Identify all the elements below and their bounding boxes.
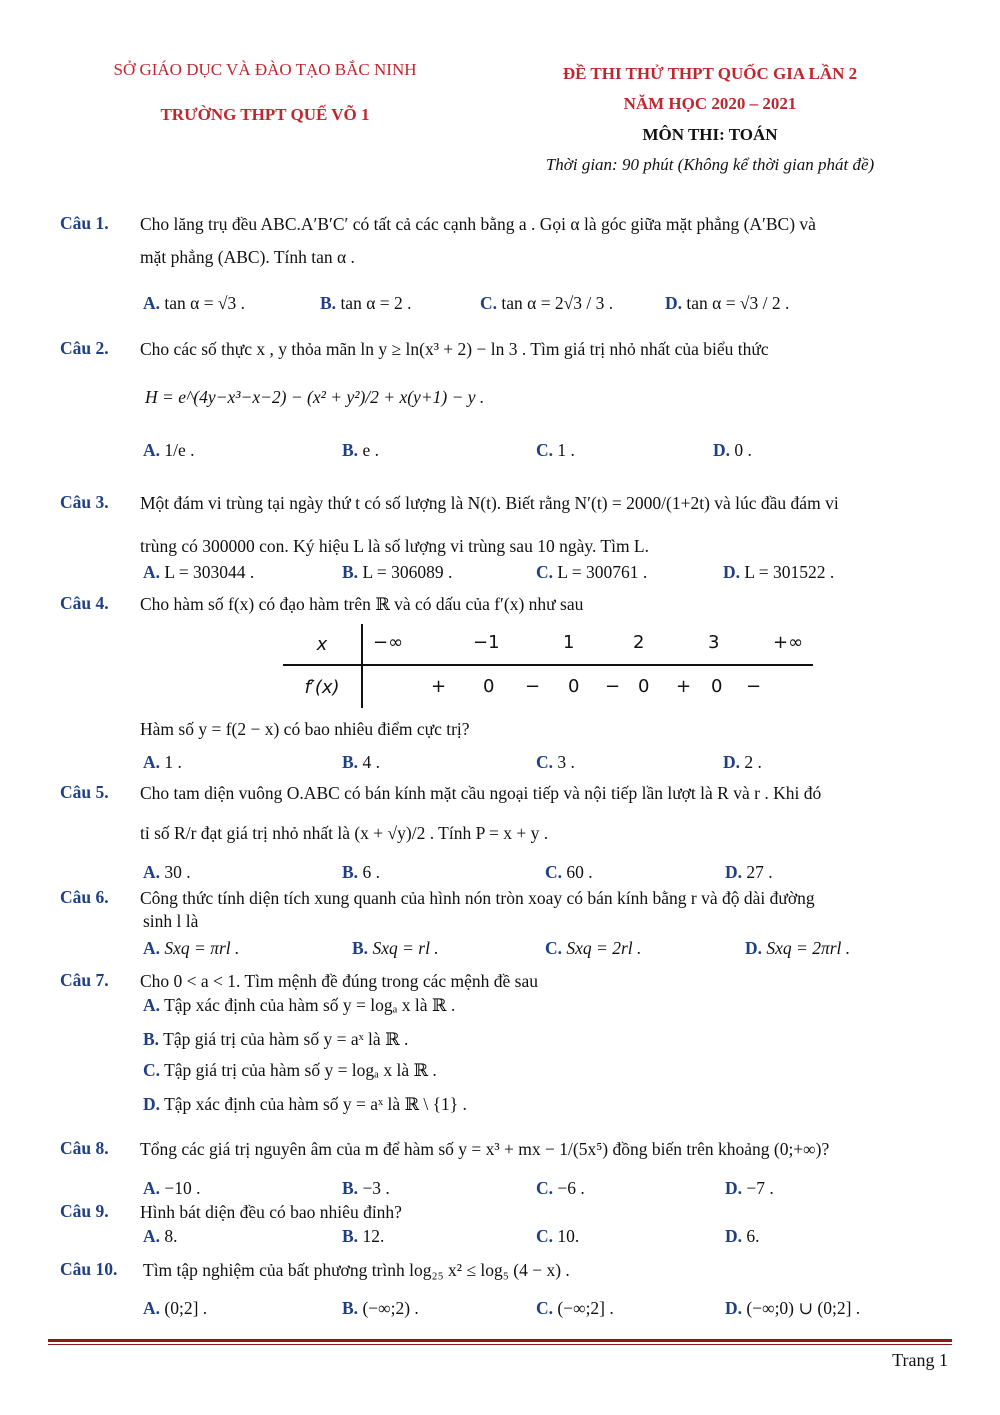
sign-value: + bbox=[676, 676, 692, 697]
sign-value: 0 bbox=[711, 676, 723, 697]
sign-value: − bbox=[605, 676, 621, 697]
option-d[interactable]: D. Tập xác định của hàm số y = aˣ là ℝ \ {1} . bbox=[143, 1094, 467, 1114]
question-3-line1: Một đám vi trùng tại ngày thứ t có số lượng là N(t). Biết rằng N′(t) = 2000/(1+2t) và lúc đầu đám vi bbox=[140, 493, 839, 513]
question-4-line2: Hàm số y = f(2 − x) có bao nhiêu điểm cực trị? bbox=[140, 719, 470, 739]
option-c[interactable]: C. −6 . bbox=[536, 1178, 585, 1198]
option-c[interactable]: C. L = 300761 . bbox=[536, 562, 648, 582]
option-d[interactable]: D. Sxq = 2πrl . bbox=[745, 938, 851, 958]
sign-table bbox=[283, 624, 813, 708]
question-number: Câu 9. bbox=[60, 1201, 109, 1221]
question-8-line1: Tổng các giá trị nguyên âm của m để hàm số y = x³ + mx − 1/(5x⁵) đồng biến trên khoảng (0;+∞)? bbox=[140, 1139, 830, 1159]
question-7-line1: Cho 0 < a < 1. Tìm mệnh đề đúng trong các mệnh đề sau bbox=[140, 971, 539, 991]
question-number: Câu 3. bbox=[60, 492, 109, 512]
x-value: +∞ bbox=[773, 632, 804, 653]
sign-value: − bbox=[746, 676, 762, 697]
option-a[interactable]: A. 1 . bbox=[143, 752, 182, 772]
option-d[interactable]: D. 6. bbox=[725, 1226, 760, 1246]
question-1-line1: Cho lăng trụ đều ABC.A′B′C′ có tất cả các cạnh bằng a . Gọi α là góc giữa mặt phẳng (A′BC) và bbox=[140, 214, 816, 234]
question-6-line2: sinh l là bbox=[143, 911, 199, 931]
option-a[interactable]: A. 30 . bbox=[143, 862, 191, 882]
question-number: Câu 5. bbox=[60, 782, 109, 802]
x-value: 2 bbox=[633, 632, 645, 653]
option-c[interactable]: C. Sxq = 2rl . bbox=[545, 938, 642, 958]
question-number: Câu 7. bbox=[60, 970, 109, 990]
dept-name: SỞ GIÁO DỤC VÀ ĐÀO TẠO BẮC NINH bbox=[113, 60, 417, 79]
option-a[interactable]: A. Tập xác định của hàm số y = logₐ x là ℝ . bbox=[143, 995, 456, 1015]
subject: MÔN THI: TOÁN bbox=[642, 125, 778, 144]
question-2-line2: H = e^(4y−x³−x−2) − (x² + y²)/2 + x(y+1) − y . bbox=[145, 387, 485, 407]
sign-value: − bbox=[525, 676, 541, 697]
footer-divider bbox=[48, 1339, 952, 1342]
time-limit: Thời gian: 90 phút (Không kể thời gian phát đề) bbox=[545, 155, 875, 174]
x-value: 1 bbox=[563, 632, 575, 653]
sign-value: 0 bbox=[483, 676, 495, 697]
footer-divider-thin bbox=[48, 1344, 952, 1345]
option-b[interactable]: B. 4 . bbox=[342, 752, 380, 772]
sign-table-fprime-row bbox=[362, 665, 813, 708]
sign-value: 0 bbox=[568, 676, 580, 697]
option-c[interactable]: C. 1 . bbox=[536, 440, 575, 460]
question-3-line2: trùng có 300000 con. Ký hiệu L là số lượng vi trùng sau 10 ngày. Tìm L. bbox=[140, 536, 649, 556]
school-year: NĂM HỌC 2020 – 2021 bbox=[623, 94, 797, 113]
option-a[interactable]: A. L = 303044 . bbox=[143, 562, 255, 582]
question-number: Câu 1. bbox=[60, 213, 109, 233]
sign-value: + bbox=[431, 676, 447, 697]
option-b[interactable]: B. Tập giá trị của hàm số y = aˣ là ℝ . bbox=[143, 1029, 409, 1049]
option-c[interactable]: C. 10. bbox=[536, 1226, 580, 1246]
x-value: −1 bbox=[473, 632, 500, 653]
option-b[interactable]: B. L = 306089 . bbox=[342, 562, 453, 582]
option-b[interactable]: B. Sxq = rl . bbox=[352, 938, 439, 958]
option-b[interactable]: B. e . bbox=[342, 440, 379, 460]
option-d[interactable]: D. 27 . bbox=[725, 862, 773, 882]
question-number: Câu 6. bbox=[60, 887, 109, 907]
option-a[interactable]: A. 1/e . bbox=[143, 440, 195, 460]
option-b[interactable]: B. 6 . bbox=[342, 862, 380, 882]
question-2-line1: Cho các số thực x , y thỏa mãn ln y ≥ ln(x³ + 2) − ln 3 . Tìm giá trị nhỏ nhất của biểu thức bbox=[140, 339, 769, 359]
option-c[interactable]: C. tan α = 2√3 / 3 . bbox=[480, 293, 614, 313]
question-6-line1: Công thức tính diện tích xung quanh của hình nón tròn xoay có bán kính bằng r và độ dài đường bbox=[140, 888, 815, 908]
question-number: Câu 8. bbox=[60, 1138, 109, 1158]
question-9-line1: Hình bát diện đều có bao nhiêu đỉnh? bbox=[140, 1202, 402, 1222]
option-d[interactable]: D. 0 . bbox=[713, 440, 752, 460]
option-c[interactable]: C. 60 . bbox=[545, 862, 593, 882]
x-value: 3 bbox=[708, 632, 720, 653]
school-name: TRƯỜNG THPT QUẾ VÕ 1 bbox=[160, 105, 370, 124]
sign-table-x-row bbox=[362, 624, 813, 665]
question-4-line1: Cho hàm số f(x) có đạo hàm trên ℝ và có dấu của f′(x) như sau bbox=[140, 594, 584, 614]
option-a[interactable]: A. (0;2] . bbox=[143, 1298, 208, 1318]
option-d[interactable]: D. −7 . bbox=[725, 1178, 774, 1198]
option-d[interactable]: D. (−∞;0) ∪ (0;2] . bbox=[725, 1298, 861, 1318]
question-number: Câu 4. bbox=[60, 593, 109, 613]
exam-title: ĐỀ THI THỬ THPT QUỐC GIA LẦN 2 bbox=[562, 64, 858, 83]
sign-table-fprime-label: f′(x) bbox=[283, 665, 362, 708]
sign-value: 0 bbox=[638, 676, 650, 697]
question-5-line2: tỉ số R/r đạt giá trị nhỏ nhất là (x + √y)/2 . Tính P = x + y . bbox=[140, 823, 549, 843]
option-c[interactable]: C. Tập giá trị của hàm số y = logₐ x là ℝ . bbox=[143, 1060, 437, 1080]
option-d[interactable]: D. 2 . bbox=[723, 752, 762, 772]
option-b[interactable]: B. (−∞;2) . bbox=[342, 1298, 419, 1318]
question-number: Câu 2. bbox=[60, 338, 109, 358]
option-a[interactable]: A. −10 . bbox=[143, 1178, 201, 1198]
sign-table-x-label: x bbox=[283, 624, 362, 665]
question-5-line1: Cho tam diện vuông O.ABC có bán kính mặt cầu ngoại tiếp và nội tiếp lần lượt là R và r . Khi đó bbox=[140, 783, 822, 803]
question-number: Câu 10. bbox=[60, 1259, 118, 1279]
page-number: Trang 1 bbox=[892, 1350, 948, 1370]
option-d[interactable]: D. tan α = √3 / 2 . bbox=[665, 293, 790, 313]
option-b[interactable]: B. −3 . bbox=[342, 1178, 390, 1198]
option-c[interactable]: C. (−∞;2] . bbox=[536, 1298, 614, 1318]
option-b[interactable]: B. tan α = 2 . bbox=[320, 293, 412, 313]
option-a[interactable]: A. 8. bbox=[143, 1226, 178, 1246]
x-value: −∞ bbox=[373, 632, 404, 653]
option-a[interactable]: A. tan α = √3 . bbox=[143, 293, 246, 313]
question-10-line1: Tìm tập nghiệm của bất phương trình log₂₅ x² ≤ log₅ (4 − x) . bbox=[143, 1260, 570, 1280]
option-b[interactable]: B. 12. bbox=[342, 1226, 385, 1246]
question-1-line2: mặt phẳng (ABC). Tính tan α . bbox=[140, 247, 355, 267]
option-c[interactable]: C. 3 . bbox=[536, 752, 575, 772]
option-d[interactable]: D. L = 301522 . bbox=[723, 562, 835, 582]
option-a[interactable]: A. Sxq = πrl . bbox=[143, 938, 240, 958]
